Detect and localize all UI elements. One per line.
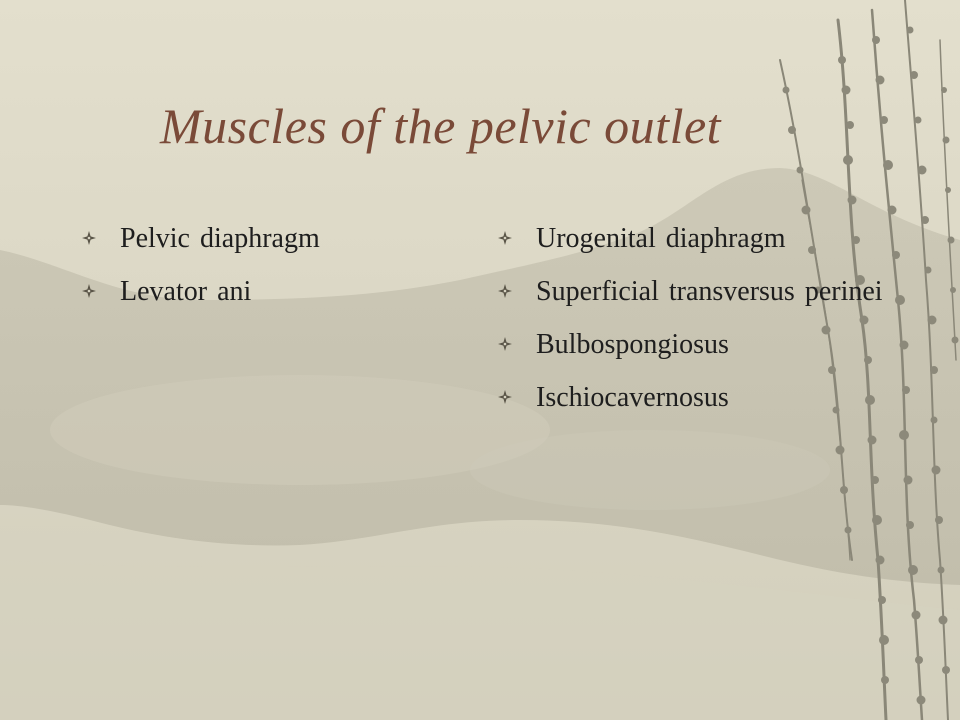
bullet-text: Pelvic diaphragm bbox=[120, 223, 320, 254]
bullet-text: Bulbospongiosus bbox=[536, 329, 729, 360]
bullet-text: Ischiocavernosus bbox=[536, 382, 729, 413]
list-item bbox=[80, 222, 440, 255]
list-item bbox=[496, 381, 886, 414]
four-petal-diamond-icon bbox=[498, 337, 512, 351]
four-petal-diamond-icon bbox=[82, 284, 96, 298]
four-petal-diamond-icon bbox=[498, 231, 512, 245]
right-bullet-list bbox=[496, 222, 886, 434]
bullet-text: Levator ani bbox=[120, 276, 252, 307]
list-item bbox=[496, 222, 886, 255]
left-bullet-list bbox=[80, 222, 440, 328]
list-item bbox=[496, 328, 886, 361]
bullet-text: Urogenital diaphragm bbox=[536, 223, 786, 254]
list-item bbox=[496, 275, 886, 308]
four-petal-diamond-icon bbox=[82, 231, 96, 245]
four-petal-diamond-icon bbox=[498, 284, 512, 298]
list-item bbox=[80, 275, 440, 308]
four-petal-diamond-icon bbox=[498, 390, 512, 404]
slide-title: Muscles of the pelvic outlet bbox=[160, 98, 722, 154]
bullet-text: Superficial transversus perinei bbox=[536, 276, 883, 307]
